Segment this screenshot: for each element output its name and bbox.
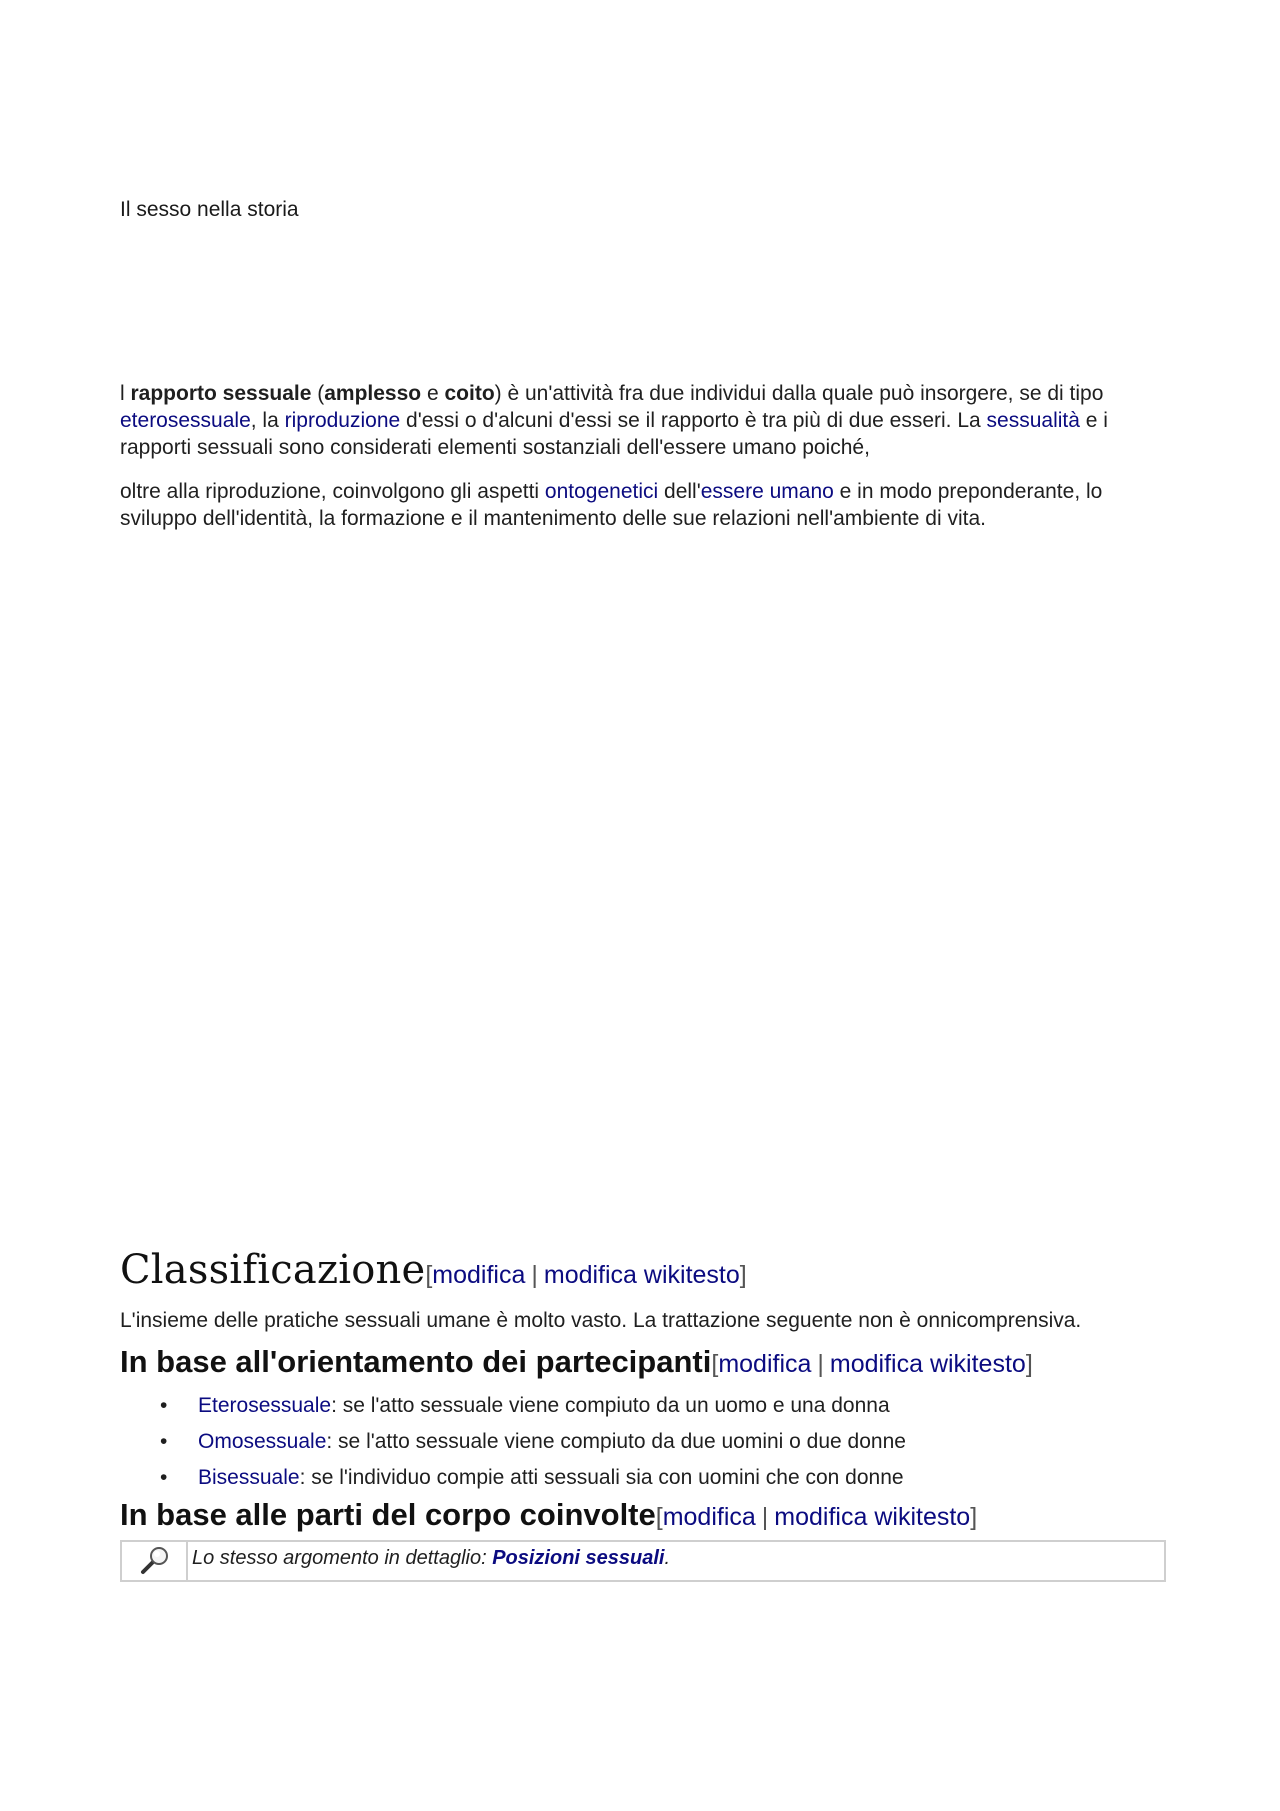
edit-link[interactable]: modifica (662, 1503, 756, 1531)
bracket-open: [ (711, 1350, 719, 1378)
document-title: Il sesso nella storia (120, 198, 299, 221)
link-omosessuale-item[interactable]: Omosessuale (198, 1430, 327, 1453)
edit-links (425, 1261, 746, 1289)
bullet: • (160, 1430, 168, 1453)
term-coito: coito (444, 382, 495, 405)
bullet: • (160, 1394, 168, 1417)
text-run: oltre alla riproduzione, coinvolgono gli aspetti (120, 480, 545, 503)
intro-paragraph (120, 380, 1170, 461)
edit-links (656, 1503, 977, 1531)
separator: | (531, 1261, 538, 1289)
detail-suffix: . (664, 1547, 671, 1569)
section-heading-parti-corpo (120, 1496, 977, 1534)
edit-link[interactable]: modifica (432, 1261, 526, 1289)
detail-notice-box (120, 1540, 1166, 1582)
second-paragraph (120, 478, 1170, 532)
section-heading-classificazione (120, 1246, 747, 1294)
item-text: : se l'atto sessuale viene compiuto da due uomini o due donne (326, 1430, 906, 1453)
section-heading-orientamento (120, 1343, 1033, 1381)
link-eterosessuale[interactable]: eterosessuale (120, 409, 251, 432)
bracket-close: ] (970, 1503, 978, 1531)
text-run: ( (311, 382, 325, 405)
text-run: ) è un'attività fra due individui dalla quale può insorgere, se di tipo (494, 382, 1104, 405)
bracket-open: [ (655, 1503, 663, 1531)
text-run: , la (250, 409, 285, 432)
bullet: • (160, 1466, 168, 1489)
text-run: l (120, 382, 131, 405)
heading-text: In base all'orientamento dei partecipanti (120, 1344, 712, 1379)
list-item (120, 1428, 906, 1464)
classificazione-intro: L'insieme delle pratiche sessuali umane è molto vasto. La trattazione seguente non è onnicomprensiva. (120, 1309, 1082, 1332)
edit-wikitext-link[interactable]: modifica wikitesto (829, 1350, 1026, 1378)
link-essere-umano[interactable]: essere umano (700, 480, 834, 503)
magnifier-icon (122, 1542, 188, 1580)
item-text: : se l'atto sessuale viene compiuto da un uomo e una donna (331, 1394, 890, 1417)
detail-note (188, 1542, 674, 1580)
term-rapporto-sessuale: rapporto sessuale (130, 382, 312, 405)
edit-wikitext-link[interactable]: modifica wikitesto (543, 1261, 740, 1289)
link-sessualita[interactable]: sessualità (986, 409, 1080, 432)
magnifier-icon-svg (137, 1546, 171, 1576)
text-run: e (421, 382, 445, 405)
heading-text: In base alle parti del corpo coinvolte (120, 1497, 656, 1532)
link-posizioni-sessuali[interactable]: Posizioni sessuali (492, 1547, 665, 1569)
separator: | (817, 1350, 824, 1378)
edit-links (711, 1350, 1032, 1378)
text-run: e i rapporti sessuali sono considerati elementi sostanziali dell'essere umano poiché, (120, 409, 1108, 459)
list-item (120, 1392, 906, 1428)
link-bisessuale-item[interactable]: Bisessuale (198, 1466, 300, 1489)
text-run: d'essi o d'alcuni d'essi se il rapporto è tra più di due esseri. La (400, 409, 987, 432)
separator: | (761, 1503, 769, 1531)
text-run: e in modo preponderante, lo sviluppo dell'identità, la formazione e il mantenimento delle sue relazioni nell'ambiente di vita. (120, 480, 1103, 530)
list-item (120, 1464, 906, 1500)
bracket-close: ] (1025, 1350, 1033, 1378)
term-amplesso: amplesso (324, 382, 422, 405)
edit-wikitext-link[interactable]: modifica wikitesto (774, 1503, 971, 1531)
detail-prefix: Lo stesso argomento in dettaglio: (192, 1547, 493, 1569)
link-eterosessuale-item[interactable]: Eterosessuale (198, 1394, 332, 1417)
bracket-open: [ (425, 1261, 433, 1289)
bracket-close: ] (739, 1261, 747, 1289)
orientation-list (120, 1392, 906, 1500)
link-riproduzione[interactable]: riproduzione (284, 409, 401, 432)
edit-link[interactable]: modifica (718, 1350, 812, 1378)
text-run: dell' (658, 480, 701, 503)
item-text: : se l'individuo compie atti sessuali sia con uomini che con donne (299, 1466, 904, 1489)
heading-text: Classificazione (120, 1247, 426, 1293)
link-ontogenetici[interactable]: ontogenetici (544, 480, 659, 503)
